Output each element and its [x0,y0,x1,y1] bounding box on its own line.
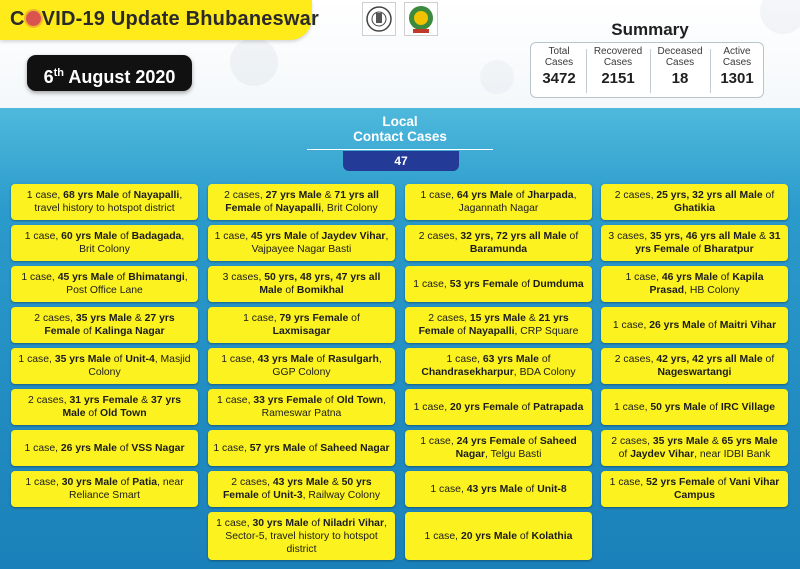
case-text [213,312,390,338]
case-detail-text: of [110,354,126,365]
case-card [208,471,395,507]
case-detail-text: of [113,272,129,283]
case-detail-text: of [518,401,534,413]
case-detail-bold: Bhimatangi [128,272,185,283]
case-detail-text: 1 case, [446,354,483,365]
date-day: 6 [43,67,54,87]
case-text [606,476,783,502]
case-detail-text: & [138,395,151,406]
case-detail-text: 1 case, [21,272,58,283]
date-text: August 2020 [64,67,176,87]
date-suffix: th [53,67,65,79]
case-detail-text: , CRP Square [514,326,579,337]
case-detail-text: of [518,278,533,290]
summary-value: 3472 [542,70,576,87]
summary-label: Active [723,46,751,57]
case-detail-bold: 33 yrs Female [253,395,323,406]
case-detail-text: of [714,477,730,488]
case-detail-bold: 26 yrs Male [60,442,117,454]
case-detail-text: of [516,530,532,542]
case-detail-bold: Jaydev Vihar [321,231,386,242]
case-detail-bold: 42 yrs, 42 yrs all Male [656,354,763,365]
case-card [601,348,788,384]
case-detail-text: & [708,436,722,447]
case-detail-bold: Ghatikia [674,203,715,214]
case-detail-bold: 46 yrs Male [661,272,718,283]
case-card [11,389,198,425]
case-detail-bold: Nayapalli [275,203,322,214]
case-detail-text: of [308,517,323,529]
case-detail-bold: 35 yrs Male [652,436,709,447]
case-detail-text: of [307,231,322,242]
case-detail-bold: 31 yrs Female [635,231,781,255]
logos [362,2,442,38]
section-title-line: Contact Cases [353,129,447,144]
case-card [405,389,592,425]
summary-value: 18 [671,70,689,87]
case-detail-bold: Maitri Vihar [719,319,777,331]
case-detail-text: 2 cases, [27,395,70,406]
case-detail-bold: 30 yrs Male [61,477,118,488]
case-detail-text: , Rameswar Patna [261,395,387,419]
case-card [208,389,395,425]
case-text [213,476,390,502]
decorative-virus-shape [760,0,800,34]
case-card [11,266,198,302]
case-detail-text: 1 case, [625,272,662,283]
case-detail-bold: 52 yrs Female [646,477,715,488]
case-detail-text: , near Reliance Smart [68,477,184,501]
case-detail-text: 1 case, [243,313,280,324]
case-text [606,353,783,379]
case-detail-bold: Nayapalli [468,326,515,337]
case-detail-bold: Chandrasekharpur [421,367,514,378]
case-detail-bold: 37 yrs Male [62,395,182,419]
case-card [405,430,592,466]
case-detail-text: 1 case, [612,319,650,331]
case-detail-text: 1 case, [609,477,647,488]
case-text [213,353,390,379]
case-detail-bold: Rasulgarh [328,354,379,365]
summary-deceased [651,47,709,95]
decorative-virus-shape [480,60,514,94]
case-detail-bold: 20 yrs Male [460,530,517,542]
case-detail-bold: 57 yrs Male [249,442,306,454]
case-detail-bold: Old Town [336,395,384,406]
case-detail-bold: 31 yrs Female [69,395,139,406]
case-detail-text: 1 case, [413,401,450,413]
case-card [405,512,592,560]
case-detail-bold: 20 yrs Female [449,401,519,413]
case-detail-text: of [706,401,721,413]
case-detail-bold: Kalinga Nagar [94,326,165,337]
case-detail-text: 1 case, [614,401,651,413]
summary-label: Cases [665,56,695,68]
case-text [24,442,184,455]
case-card [208,348,395,384]
case-detail-text: of [305,442,321,454]
case-detail-bold: Nageswartangi [657,367,732,378]
case-detail-text: 2 cases, [224,190,266,201]
summary-value: 1301 [720,70,754,87]
case-detail-text: 1 case, [214,231,252,242]
case-card [601,307,788,343]
case-detail-text: 1 case, [216,395,254,406]
title-text: VID-19 Update Bhubaneswar [41,8,319,30]
case-detail-text: of [717,272,733,283]
case-detail-bold: Jaydev Vihar [630,449,695,460]
section-title [330,114,470,144]
case-card [405,225,592,261]
case-text [213,394,390,420]
case-detail-bold: Bomikhal [296,285,344,296]
case-text [410,435,587,461]
case-detail-bold: 68 yrs Male [63,190,120,201]
case-detail-bold: 50 yrs Male [650,401,707,413]
case-text [606,189,783,215]
summary-value: 2151 [601,70,635,87]
summary-label: Recovered [593,46,643,57]
case-card [601,430,788,466]
summary-label: Cases [722,56,752,68]
summary-recovered [587,47,649,95]
case-text [410,230,587,256]
case-text [213,442,389,455]
case-detail-bold: Nayapalli [133,190,180,201]
case-detail-text: of [525,436,540,447]
case-text [213,230,390,256]
case-detail-text: of [522,483,538,495]
case-card [11,430,198,466]
case-detail-text: 1 case, [24,231,62,242]
case-detail-text: 1 case, [221,354,258,365]
case-text [606,271,783,297]
case-text [425,530,573,543]
case-detail-bold: Unit-4 [125,354,155,365]
case-text [410,189,587,215]
case-detail-text: of [261,203,276,214]
case-card [405,307,592,343]
case-detail-text: , HB Colony [684,285,740,296]
case-detail-text: 2 cases, [611,436,653,447]
case-detail-text: 1 case, [216,517,253,529]
case-card [11,225,198,261]
case-detail-text: of [117,231,132,242]
case-detail-bold: Bharatpur [704,244,754,255]
case-detail-text: , Brit Colony [79,231,185,255]
case-detail-text: of [348,313,360,324]
case-detail-bold: Badagada [131,231,182,242]
case-text [16,476,193,502]
case-detail-bold: 53 yrs Female [449,278,519,290]
summary-label: Cases [544,56,574,68]
summary-label: Deceased [657,46,703,57]
case-detail-bold: Kolathia [531,530,573,542]
decorative-virus-shape [230,38,278,86]
case-detail-bold: 79 yrs Female [279,313,349,324]
case-detail-text: of [705,319,720,331]
odisha-govt-emblem-icon [362,2,396,36]
case-card [208,307,395,343]
case-detail-bold: 45 yrs Male [57,272,114,283]
case-detail-bold: 25 yrs, 32 yrs all Male [656,190,763,201]
case-detail-text: & [131,313,145,324]
case-detail-text: , Telgu Basti [485,449,542,460]
case-detail-text: & [756,231,770,242]
case-detail-text: 1 case, [430,483,467,495]
case-detail-text: of [258,490,274,501]
case-detail-text: , Vajpayee Nagar Basti [251,231,389,255]
case-detail-text: , GGP Colony [272,354,382,378]
case-detail-bold: 64 yrs Male [456,190,513,201]
case-detail-text: 2 cases, [614,354,657,365]
case-detail-text: 1 case, [420,190,457,201]
case-detail-bold: 15 yrs Male [469,313,526,324]
case-text [213,517,390,556]
case-detail-bold: Niladri Vihar [322,517,385,529]
bmc-logo-icon [404,2,438,36]
section-title-line: Local [382,114,418,129]
case-card [11,348,198,384]
case-text [430,483,566,496]
case-detail-bold: Dumduma [532,278,584,290]
date-badge [27,55,192,91]
summary-total [533,47,585,95]
case-card [405,348,592,384]
case-detail-text: of [80,326,95,337]
case-detail-text: 1 case, [213,442,250,454]
case-detail-bold: 26 yrs Male [649,319,706,331]
case-detail-text: , BDA Colony [513,367,576,378]
case-card [11,307,198,343]
case-card [601,266,788,302]
case-detail-text: 2 cases, [231,477,273,488]
case-text [16,271,193,297]
case-card [405,266,592,302]
page-title [10,8,319,31]
case-card [208,225,395,261]
case-detail-text: of [762,190,775,201]
case-text [16,394,193,420]
case-detail-bold: IRC Village [720,401,775,413]
case-detail-text: of [618,449,631,460]
case-detail-text: 3 cases, [608,231,650,242]
case-detail-bold: 35 yrs, 46 yrs all Male [650,231,757,242]
case-detail-bold: 50 yrs, 48 yrs, 47 yrs all Male [259,272,381,296]
case-detail-bold: Jharpada [527,190,574,201]
title-band [0,0,319,40]
case-detail-text: 1 case, [25,477,62,488]
case-detail-text: 1 case, [420,436,457,447]
case-detail-text: , Railway Colony [302,490,381,501]
case-card [208,512,395,560]
case-card [11,184,198,220]
case-detail-text: & [525,313,539,324]
case-detail-text: & [328,477,342,488]
case-detail-text: of [512,190,528,201]
summary-label: Cases [603,56,633,68]
case-detail-text: of [116,442,132,454]
case-detail-bold: 27 yrs Female [44,313,175,337]
case-text [414,401,584,414]
case-detail-text: of [566,231,579,242]
case-detail-text: 1 case, [424,530,461,542]
header [0,0,800,108]
case-detail-text: 1 case, [26,190,64,201]
virus-icon [26,11,41,26]
case-detail-text: 1 case, [24,442,61,454]
case-detail-bold: Laxmisagar [272,326,331,337]
case-text [606,435,783,461]
case-text [213,271,390,297]
case-detail-text: , Brit Colony [321,203,378,214]
case-card [11,471,198,507]
case-detail-text: , Jagannath Nagar [458,190,577,214]
case-detail-bold: Saheed Nagar [320,442,390,454]
case-card [208,430,395,466]
case-detail-text: of [85,408,100,419]
summary-heading: Summary [611,20,689,39]
case-detail-text: , Masjid Colony [88,354,191,378]
case-count-badge: 47 [343,151,459,171]
title-prefix: C [10,8,25,30]
case-detail-bold: Kapila Prasad [649,272,764,296]
case-detail-text: of [322,395,337,406]
case-detail-text: , near IDBI Bank [694,449,771,460]
case-detail-text: of [689,244,705,255]
case-detail-text: of [762,354,775,365]
case-card [208,266,395,302]
case-detail-text: of [313,354,329,365]
case-detail-bold: 35 yrs Male [54,354,111,365]
case-detail-text: of [119,190,134,201]
case-detail-bold: 21 yrs Female [418,313,569,337]
summary-panel [530,42,764,98]
case-detail-bold: 63 yrs Male [482,354,539,365]
case-text [213,189,390,215]
case-detail-bold: 45 yrs Male [251,231,308,242]
case-text [614,401,775,414]
case-detail-text: , Sector-5, travel history to hotspot district [225,517,387,555]
case-detail-text: 2 cases, [428,313,470,324]
case-detail-text: of [454,326,469,337]
case-detail-text: 2 cases, [34,313,76,324]
main-panel [0,108,800,569]
case-detail-bold: 32 yrs, 72 yrs all Male [460,231,567,242]
summary-label: Total [548,46,570,57]
summary-active [711,47,763,95]
case-detail-text: & [321,190,335,201]
case-card [405,471,592,507]
case-detail-text: 1 case, [413,278,450,290]
case-detail-bold: 43 yrs Male [257,354,314,365]
case-detail-text: 1 case, [18,354,55,365]
case-text [410,353,587,379]
case-text [16,312,193,338]
case-detail-bold: 35 yrs Male [75,313,132,324]
case-detail-text: , Post Office Lane [66,272,188,296]
case-detail-bold: 65 yrs Male [721,436,778,447]
case-detail-text: , travel history to hotspot district [34,190,183,214]
section-divider [307,149,493,150]
case-detail-bold: Saheed Nagar [455,436,577,460]
case-detail-text: 2 cases, [614,190,657,201]
case-detail-bold: 43 yrs Male [272,477,329,488]
case-detail-bold: Old Town [100,408,147,419]
case-text [606,230,783,256]
case-detail-bold: 43 yrs Male [466,483,523,495]
case-text [16,353,193,379]
case-detail-bold: Patrapada [533,401,584,413]
case-card [601,471,788,507]
case-detail-bold: Baramunda [469,244,528,255]
case-detail-text: of [282,285,297,296]
case-detail-text: 2 cases, [418,231,461,242]
case-detail-bold: 71 yrs all Female [225,190,379,214]
case-detail-bold: 27 yrs Male [265,190,322,201]
case-detail-bold: Patia [132,477,158,488]
case-detail-bold: 50 yrs Female [222,477,372,501]
case-card [405,184,592,220]
case-detail-bold: 24 yrs Female [456,436,526,447]
case-text [16,189,193,215]
case-card [601,389,788,425]
case-text [413,278,583,291]
case-detail-text: 3 cases, [222,272,265,283]
case-detail-bold: Unit-8 [537,483,567,495]
case-detail-bold: VSS Nagar [131,442,185,454]
case-detail-bold: Vani Vihar Campus [674,477,780,501]
case-detail-bold: 30 yrs Male [252,517,309,529]
case-detail-bold: Unit-3 [273,490,303,501]
case-detail-bold: 60 yrs Male [61,231,118,242]
case-card [601,184,788,220]
case-text [16,230,193,256]
case-card [601,225,788,261]
case-detail-text: of [538,354,551,365]
case-card [208,184,395,220]
case-text [613,319,776,332]
case-text [410,312,587,338]
case-detail-text: of [117,477,133,488]
